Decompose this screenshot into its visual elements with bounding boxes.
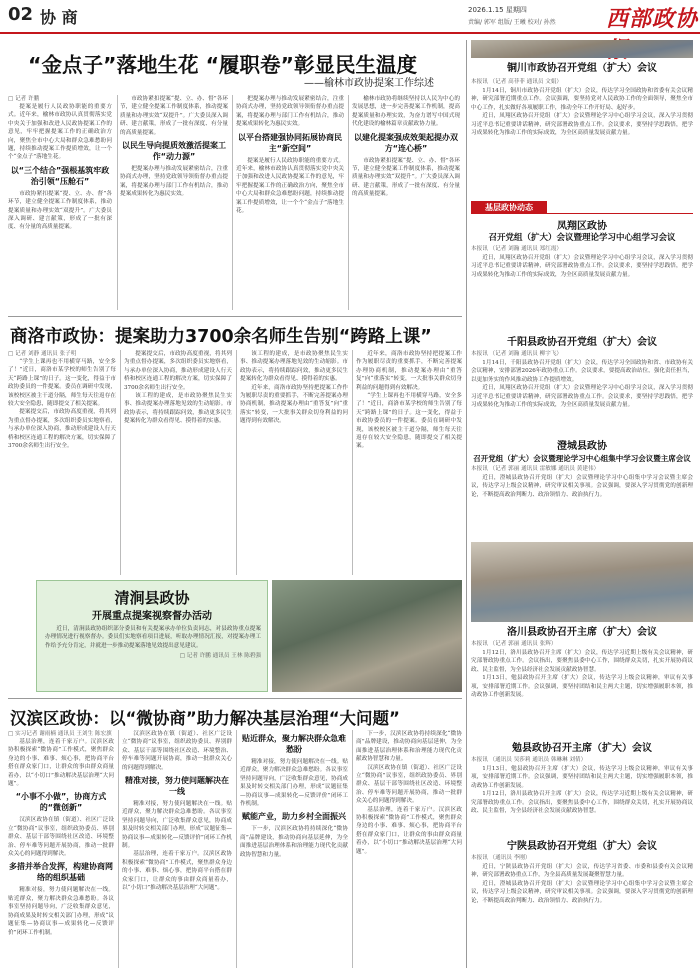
- article4-paragraph: 汉滨区政协在镇（街道）、社区广泛设立“微协商”议事室，组织政协委员、界别群众、基层干部等围绕社区改造、环境整治、停车难等问题开展协商，推动一批群众关心的问题得到解决。: [122, 731, 232, 771]
- article3-byline: □ 记者 许鹏 通讯员 王林 陈碧强: [179, 653, 261, 660]
- article1-column-4: [352, 95, 460, 310]
- news-item-body: 近日，澄城县政协召开党组（扩大）会议暨理论学习中心组集中学习会议暨主席会议，传达学习上级会议精神，研究审议相关事项。会议强调，要深入学习贯彻党的创新理论，不断提高政治判断力、政治领悟力、政治执行力。: [471, 475, 693, 498]
- article1-subheading-c: 以平台搭建强协同拓展协商民主“新空间”: [238, 132, 342, 153]
- news-item-byline: 本报讯 （记者 郭丽 通讯员 雷敏娜 通讯员 黄建伟）: [471, 466, 600, 472]
- article2-paragraph: 提案提交后，市政协高度重视，将其列为重点督办提案，多次组织委员实地察看，与承办单位深入协商，推动形成建设人行天桥和校区连通工程的解决方案，切实保障了3700余名师生出行安全。: [8, 409, 116, 450]
- qingjian-news-box: [36, 580, 268, 692]
- grassroots-news-tab: 基层政协动态: [471, 201, 547, 214]
- article4-paragraph: 精准对接，努力使问题解决在一线。贴近群众，聚力解决群众急难愁盼。各议事室坚持问题导向，广泛收集群众意见，协商成果及时转交相关部门办理，形成“议题征集—协商议事—成果转化—反馈评价”闭环工作机制。: [8, 887, 114, 936]
- article1-title: “金点子”落地生花 “履职卷”彰显民生温度: [28, 53, 418, 77]
- article4-column-4: [356, 730, 462, 968]
- article4-column-3: [240, 730, 348, 968]
- issue-date: 2026.1.15 星期四: [468, 6, 527, 14]
- news-item-subtitle: 召开党组（扩大）会议暨理论学习中心组集中学习会议暨主席会议: [473, 454, 691, 463]
- article4-subheading-a: “小事不小做”，协商方式的“微创新”: [15, 792, 107, 813]
- article4-paragraph: 下一步，汉滨区政协将持续深化“微协商”品牌建设，推动协商向基层延伸，为全面推进基层治理体系和治理能力现代化贡献政协智慧和力量。: [240, 826, 348, 858]
- article1-paragraph: 市政协紧扣提案“提、立、办、督”各环节，建立健全提案工作制度体系，推动提案质量和办理实效“双提升”。广大委员深入调研、建言献策，形成了一批有深度、有分量的高质量提案。: [120, 96, 228, 136]
- news-item-body: 1月13日，勉县政协召开主席（扩大）会议，传达学习上级会议精神，审议有关事项，安排部署近期工作。会议强调，要坚持团结和民主两大主题，切实增强履职本领，推动政协工作创新发展。: [471, 675, 693, 699]
- article2-column-4: [356, 350, 462, 575]
- meeting-photo-top: [471, 40, 693, 58]
- article4-paragraph: 基层治理，连着千家万户。汉滨区政协积极探索“微协商”工作模式，聚焦群众身边的小事、难事、烦心事，把协商平台搭在群众家门口，让群众的事由群众商量着办，以“小切口”推动解决基层治理“大问题”。: [122, 851, 232, 892]
- article1-subheading-d: 以建化提案强成效架起提办双方“连心桥”: [354, 132, 458, 153]
- article1-paragraph: 榆林市政协将继续坚持以人民为中心的发展思想，进一步完善提案工作机制，提高提案质量和办理实效，为奋力谱写中国式现代化建设的榆林篇章贡献政协力量。: [352, 96, 460, 128]
- article4-paragraph: 基层治理，连着千家万户。汉滨区政协积极探索“微协商”工作模式，聚焦群众身边的小事、难事、烦心事，把协商平台搭在群众家门口，让群众的事由群众商量着办，以“小切口”推动解决基层治理“大问题”。: [8, 739, 114, 788]
- article4-subheading-d: 贴近群众，聚力解决群众急难愁盼: [242, 734, 346, 754]
- article3-title: 清涧县政协: [114, 589, 190, 607]
- inspection-photo: [272, 580, 462, 692]
- article2-column-2: [124, 350, 232, 575]
- article1-paragraph: 市政协紧扣提案“提、立、办、督”各环节，建立健全提案工作制度体系，推动提案质量和办理实效“双提升”。广大委员深入调研、建言献策，形成了一批有深度、有分量的高质量提案。: [8, 190, 112, 231]
- article2-column-1: [8, 350, 116, 575]
- news-item-byline: 本报讯 （记者 刘瀚 通讯员 柳宇飞）: [471, 351, 563, 357]
- right-lead-story: [471, 62, 693, 197]
- news-item-chengcheng: [471, 440, 693, 538]
- article1-paragraph: 提案是履行人民政协职能的重要方式。近年来，榆林市政协认真贯彻落实党中央关于加强和改进人民政协提案工作的意见，牢牢把握提案工作的正确政治方向，聚焦全市中心大局和群众急难愁盼问题，持续推动提案工作提质增效，让一个个“金点子”落地生花。: [8, 104, 112, 161]
- news-item-fengxiang: [471, 220, 693, 332]
- article1-paragraph: 把提案办理与推动发展紧密结合，注重协商式办理，坚持党政领导领衔督办重点提案，将提案办理与部门工作有机结合，推动提案成果转化为惠民实效。: [120, 166, 228, 198]
- right-lead-title: 铜川市政协召开党组（扩大）会议: [507, 63, 657, 74]
- news-item-body: 1月14日，千阳县政协召开党组（扩大）会议，传达学习全国政协和省、市政协有关会议精神，安排部署2026年政协重点工作。会议要求，要提高政治站位，强化责任担当，以更加务实的作风推动政协工作提质增效。: [471, 360, 693, 383]
- article4-paragraph: 精准对接，努力使问题解决在一线。贴近群众，聚力解决群众急难愁盼。各议事室坚持问题导向，广泛收集群众意见，协商成果及时转交相关部门办理，形成“议题征集—协商议事—成果转化—反馈评价”闭环工作机制。: [122, 801, 232, 850]
- news-item-title: 勉县政协召开主席（扩大）会议: [512, 743, 652, 754]
- news-item-byline: 本报讯 （通讯员 李刚）: [471, 855, 531, 861]
- article2-paragraph: 该工程的建成，是市政协聚焦民生实事、推动提案办理落地见效的生动缩影。市政协表示，将持续跟踪问效，推动更多民生提案转化为群众看得见、摸得着的实惠。: [124, 393, 232, 425]
- article4-title: 汉滨区政协：以“微协商”助力解决基层治理“大问题”: [10, 709, 400, 728]
- article1-subheading-a: 以“三个结合”强根基筑牢政治引领“压舱石”: [10, 165, 110, 186]
- article4-paragraph: 汉滨区政协在镇（街道）、社区广泛设立“微协商”议事室，组织政协委员、界别群众、基层干部等围绕社区改造、环境整治、停车难等问题开展协商，推动一批群众关心的问题得到解决。: [8, 817, 114, 858]
- newspaper-logo: 西部政协: [606, 6, 699, 32]
- news-item-byline: 本报讯 （记者 郭丽 通讯员 张辉）: [471, 641, 557, 647]
- article2-byline: □ 记者 刘静 通讯员 张子明: [8, 351, 77, 357]
- page-number: 02: [8, 4, 34, 25]
- news-item-title: 千阳县政协召开党组（扩大）会议: [507, 337, 657, 348]
- article2-paragraph: “学生上课再也不用横穿马路，安全多了！”近日，商洛市某学校的师生告别了每天“跨路上课”的日子。这一变化，得益于市政协委员的一件提案。委员在调研中发现，该校校区被主干道分隔，师生每天往返存在较大安全隐患，随即提交了相关提案。: [356, 393, 462, 450]
- article2-column-3: [240, 350, 348, 575]
- article4-byline: □ 实习记者 谢雨楠 通讯员 王刘生 陈宏旗: [8, 731, 112, 737]
- news-item-qianyang: [471, 336, 693, 436]
- news-item-body: 1月12日，洛川县政协召开主席（扩大）会议，传达学习近期上级有关会议精神，研究部署政协重点工作。会议指出，要聚焦县委中心工作，围绕群众关切，扎实开展协商议政、民主监督，为全县经济社会发展贡献政协智慧。: [471, 650, 693, 673]
- article4-paragraph: 汉滨区政协在镇（街道）、社区广泛设立“微协商”议事室，组织政协委员、界别群众、基层干部等围绕社区改造、环境整治、停车难等问题开展协商，推动一批群众关心的问题得到解决。: [356, 764, 462, 805]
- news-item-luochuan: [471, 626, 693, 738]
- news-item-ningshan: [471, 840, 693, 968]
- news-item-mianxian: [471, 742, 693, 834]
- right-lead-byline: 本报讯 （记者 高菲菲 通讯员 文娟）: [471, 79, 563, 85]
- article4-column-1: [8, 730, 114, 968]
- article2-paragraph: 提案提交后，市政协高度重视，将其列为重点督办提案，多次组织委员实地察看，与承办单位深入协商，推动形成建设人行天桥和校区连通工程的解决方案，切实保障了3700余名师生出行安全。: [124, 351, 232, 391]
- article3-subtitle: 开展重点提案视察督办活动: [92, 611, 212, 622]
- news-item-byline: 本报讯 （通讯员 吴莎莉 通讯员 韩琳琳 刘倩）: [471, 757, 587, 763]
- news-item-title: 凤翔区政协: [557, 221, 607, 232]
- meeting-photo-middle: [471, 542, 693, 622]
- article2-paragraph: 近年来，商洛市政协坚持把提案工作作为履职尽责的重要抓手，不断完善提案办理协商机制，推动提案办理由“重答复”向“重落实”转变，一大批事关群众切身利益的问题得到有效解决。: [356, 351, 462, 391]
- article2-paragraph: “学生上课再也不用横穿马路，安全多了！”近日，商洛市某学校的师生告别了每天“跨路上课”的日子。这一变化，得益于市政协委员的一件提案。委员在调研中发现，该校校区被主干道分隔，师生每天往返存在较大安全隐患，随即提交了相关提案。: [8, 359, 116, 408]
- news-item-body: 近日，凤翔区政协召开党组（扩大）会议暨理论学习中心组学习会议，深入学习贯彻习近平总书记重要讲话精神，研究部署政协重点工作。会议要求，要坚持学思践悟，把学习成果转化为推动工作的实际成效，为全区高质量发展贡献力量。: [471, 385, 693, 409]
- masthead: [0, 0, 700, 34]
- article4-subheading-e: 赋能产业，助力乡村全面振兴: [242, 812, 346, 822]
- article3-paragraph: 近日，清涧县政协组织部分委员和有关提案承办单位负责同志，对县政协重点提案办理情况进行视察督办。委员们实地察看项目进展，听取办理情况汇报，对提案办理工作给予充分肯定，并就进一步推动提案落地见效提出意见建议。: [45, 626, 261, 649]
- news-item-byline: 本报讯 （记者 刘瀚 通讯员 郑红霞）: [471, 246, 563, 252]
- right-lead-paragraph: 1月14日，铜川市政协召开党组（扩大）会议，传达学习全国政协和省委有关会议精神，研究部署近期重点工作。会议强调，要坚持党对人民政协工作的全面领导，聚焦全市中心工作，扎实做好各项履职工作，推动全年工作开好局、起好步。: [471, 88, 693, 111]
- news-item-body: 近日，凤翔区政协召开党组（扩大）会议暨理论学习中心组学习会议，深入学习贯彻习近平总书记重要讲话精神，研究部署政协重点工作。会议要求，要坚持学思践悟，把学习成果转化为推动工作的实际成效，为全区高质量发展贡献力量。: [471, 255, 693, 278]
- article4-subheading-b: 多措并举合发挥，构建协商网络的组织基础: [9, 862, 113, 883]
- article1-paragraph: 把提案办理与推动发展紧密结合，注重协商式办理，坚持党政领导领衔督办重点提案，将提案办理与部门工作有机结合，推动提案成果转化为惠民实效。: [236, 96, 344, 128]
- article4-paragraph: 精准对接，努力使问题解决在一线。贴近群众，聚力解决群众急难愁盼。各议事室坚持问题导向，广泛收集群众意见，协商成果及时转交相关部门办理，形成“议题征集—协商议事—成果转化—反馈评价”闭环工作机制。: [240, 759, 348, 808]
- article1-paragraph: 提案是履行人民政协职能的重要方式。近年来，榆林市政协认真贯彻落实党中央关于加强和改进人民政协提案工作的意见，牢牢把握提案工作的正确政治方向，聚焦全市中心大局和群众急难愁盼问题，持续推动提案工作提质增效，让一个个“金点子”落地生花。: [236, 157, 344, 215]
- news-item-body: 1月13日，勉县政协召开主席（扩大）会议，传达学习上级会议精神，审议有关事项，安排部署近期工作。会议强调，要坚持团结和民主两大主题，切实增强履职本领，推动政协工作创新发展。: [471, 766, 693, 789]
- article2-title: 商洛市政协：提案助力3700余名师生告别“跨路上课”: [10, 327, 432, 347]
- news-item-subtitle: 召开党组（扩大）会议暨理论学习中心组学习会议: [488, 233, 676, 243]
- news-item-title: 宁陕县政协召开党组（扩大）会议: [507, 841, 657, 852]
- article4-subheading-c: 精准对接，努力使问题解决在一线: [125, 776, 229, 797]
- news-item-title: 澄城县政协: [557, 441, 607, 452]
- article1-byline: □ 记者 许鹏: [8, 96, 40, 102]
- editors-credit: 责编/ 郭军 组版/ 王曦 校对/ 孙然: [468, 19, 556, 26]
- news-item-body: 近日，澄城县政协召开党组（扩大）会议暨理论学习中心组集中学习会议暨主席会议，传达学习上级会议精神，研究审议相关事项。会议强调，要深入学习贯彻党的创新理论，不断提高政治判断力、政治领悟力、政治执行力。: [471, 880, 693, 904]
- article1-subheading-b: 以民生导向提质效激活提案工作“动力源”: [122, 141, 226, 162]
- article2-paragraph: 该工程的建成，是市政协聚焦民生实事、推动提案办理落地见效的生动缩影。市政协表示，将持续跟踪问效，推动更多民生提案转化为群众看得见、摸得着的实惠。: [240, 351, 348, 383]
- article2-paragraph: 近年来，商洛市政协坚持把提案工作作为履职尽责的重要抓手，不断完善提案办理协商机制，推动提案办理由“重答复”向“重落实”转变，一大批事关群众切身利益的问题得到有效解决。: [240, 384, 348, 425]
- article1-column-1: [8, 95, 112, 310]
- article4-paragraph: 基层治理，连着千家万户。汉滨区政协积极探索“微协商”工作模式，聚焦群众身边的小事、难事、烦心事，把协商平台搭在群众家门口，让群众的事由群众商量着办，以“小切口”推动解决基层治理“大问题”。: [356, 806, 462, 855]
- article4-paragraph: 下一步，汉滨区政协将持续深化“微协商”品牌建设，推动协商向基层延伸，为全面推进基层治理体系和治理能力现代化贡献政协智慧和力量。: [356, 731, 462, 763]
- article1-column-3: [236, 95, 344, 310]
- section-name: 协 商: [40, 8, 78, 27]
- news-item-title: 洛川县政协召开主席（扩大）会议: [507, 627, 657, 638]
- article1-paragraph: 市政协紧扣提案“提、立、办、督”各环节，建立健全提案工作制度体系，推动提案质量和办理实效“双提升”。广大委员深入调研、建言献策，形成了一批有深度、有分量的高质量提案。: [352, 157, 460, 198]
- news-item-body: 1月12日，洛川县政协召开主席（扩大）会议，传达学习近期上级有关会议精神，研究部署政协重点工作。会议指出，要聚焦县委中心工作，围绕群众关切，扎实开展协商议政、民主监督，为全县经济社会发展贡献政协智慧。: [471, 791, 693, 815]
- article4-column-2: [122, 730, 232, 968]
- news-item-body: 近日，宁陕县政协召开党组（扩大）会议，传达学习省委、市委和县委有关会议精神，研究部署政协重点工作，为全县高质量发展凝聚智慧力量。: [471, 864, 693, 879]
- right-lead-paragraph: 近日，凤翔区政协召开党组（扩大）会议暨理论学习中心组学习会议，深入学习贯彻习近平总书记重要讲话精神，研究部署政协重点工作。会议要求，要坚持学思践悟，把学习成果转化为推动工作的实际成效，为全区高质量发展贡献力量。: [471, 113, 693, 137]
- article1-subtitle: ——榆林市政协提案工作综述: [304, 78, 434, 89]
- article1-column-2: [120, 95, 228, 310]
